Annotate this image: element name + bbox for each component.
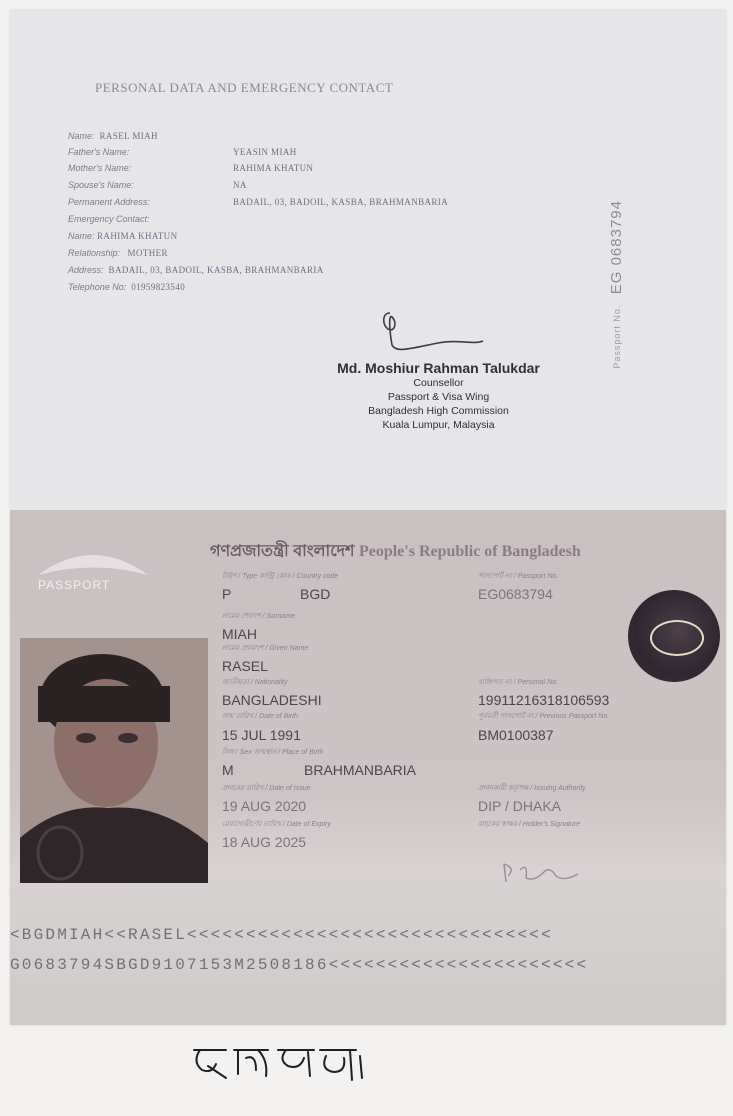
emblem-seal (628, 590, 720, 682)
country-code: BGD (300, 586, 331, 602)
surname: MIAH (222, 626, 257, 642)
personal-number: 19911216318106593 (478, 692, 610, 708)
issuing-authority: DIP / DHAKA (478, 798, 561, 814)
machine-readable-zone (10, 920, 726, 1000)
passport-country-title: গণপ্রজাতন্ত্রী বাংলাদেশ People's Republic of Bangladesh (210, 543, 581, 560)
label-issue-date: প্রদানের তারিখ / Date of Issue (222, 785, 311, 792)
label-sex-pob: লিঙ্গ / Sex জন্মস্থান / Place of Birth (222, 749, 324, 756)
date-of-issue: 19 AUG 2020 (222, 798, 307, 814)
label-expiry: মেয়াদোত্তীর্ণের তারিখ / Date of Expiry (222, 821, 331, 828)
passport-emblem-icon (28, 535, 158, 605)
field-telephone: Telephone No: 01959823540 (68, 282, 186, 292)
date-of-birth: 15 JUL 1991 (222, 727, 301, 743)
document-sheet (10, 10, 726, 1025)
holder-photo (20, 638, 208, 883)
previous-passport-number: BM0100387 (478, 727, 554, 743)
date-of-expiry: 18 AUG 2025 (222, 834, 307, 850)
label-holder-signature: বাহকের স্বাক্ষর / Holder's Signature (478, 821, 581, 828)
personal-data-page (10, 10, 726, 510)
passport-number: EG0683794 (478, 586, 553, 602)
passport-type: P (222, 586, 232, 602)
field-spouse-name: Spouse's Name: NA (68, 180, 247, 190)
field-permanent-address: Permanent Address: BADAIL, 03, BADOIL, KASBA, BRAHMANBARIA (68, 197, 449, 207)
label-previous-passport: পূর্ববর্তী পাসপোর্ট নং / Previous Passport No. (478, 713, 610, 720)
field-emergency-contact: Emergency Contact: (68, 214, 150, 224)
label-issuing-authority: প্রদানকারী কর্তৃপক্ষ / Issuing Authority (478, 785, 586, 792)
label-surname: নামের শেষাংশ / Surname (222, 613, 295, 620)
label-type-country: টাইপ / Type কান্ট্রি কোড / Country code (222, 573, 339, 580)
field-emergency-name: Name: RAHIMA KHATUN (68, 231, 178, 241)
field-fathers-name: Father's Name: YEASIN MIAH (68, 147, 297, 157)
given-name: RASEL (222, 658, 268, 674)
mrz-line-2: G0683794SBGD9107153M2508186<<<<<<<<<<<<<<<<<<<<<< (10, 956, 589, 974)
label-personal-no: ব্যক্তিগত নং / Personal No. (478, 679, 559, 686)
nationality: BANGLADESHI (222, 692, 322, 708)
field-address: Address: BADAIL, 03, BADOIL, KASBA, BRAHMANBARIA (68, 265, 324, 275)
passport-biodata-page (10, 510, 726, 1025)
mrz-line-1: <BGDMIAH<<RASEL<<<<<<<<<<<<<<<<<<<<<<<<<<<<<<< (10, 926, 553, 944)
holder-signature (498, 858, 588, 888)
counsellor-signature (378, 305, 488, 365)
handwritten-note (186, 1030, 396, 1100)
personal-data-title: PERSONAL DATA AND EMERGENCY CONTACT (95, 80, 394, 95)
official-stamp: Md. Moshiur Rahman Talukdar Counsellor Passport & Visa Wing Bangladesh High Commission Kuala Lumpur, Malaysia (337, 360, 540, 431)
label-given-name: নামের প্রথমাংশ / Given Name (222, 645, 309, 652)
label-nationality: জাতীয়তা / Nationality (222, 679, 288, 686)
passport-serial: Passport No. EG 0683794 (608, 200, 625, 369)
label-dob: জন্ম তারিখ / Date of Birth (222, 713, 298, 720)
field-mothers-name: Mother's Name: RAHIMA KHATUN (68, 163, 314, 173)
place-of-birth: BRAHMANBARIA (304, 762, 417, 778)
label-passport-no: পাসপোর্ট নং / Passport No. (478, 573, 559, 580)
field-relationship: Relationship: MOTHER (68, 248, 168, 258)
passport-cover-word: PASSPORT (38, 578, 111, 592)
field-name: Name: RASEL MIAH (68, 131, 158, 141)
sex: M (222, 762, 234, 778)
